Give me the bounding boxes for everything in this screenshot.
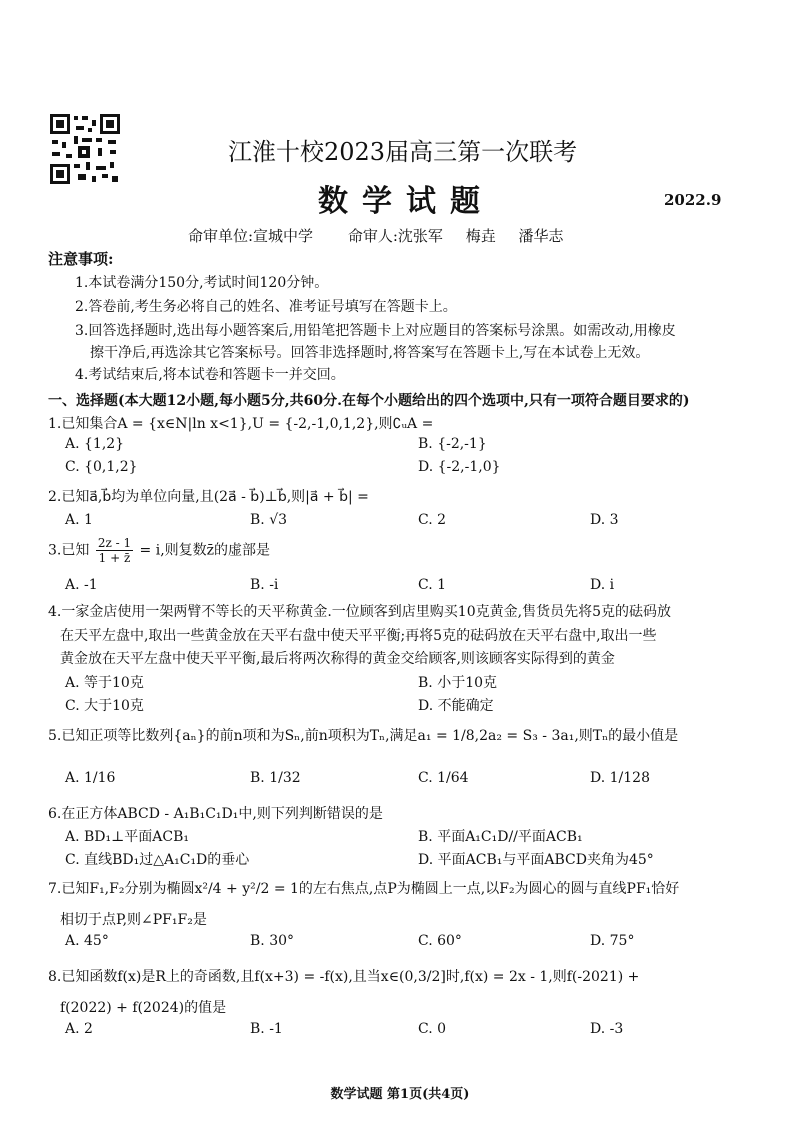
- question-7-line: 相切于点P,则∠PF₁F₂是: [60, 912, 207, 928]
- question-7-option-a: A. 45°: [65, 933, 109, 949]
- setter-unit: 命审单位:宣城中学: [188, 227, 314, 245]
- question-3-option-a: A. -1: [65, 577, 98, 593]
- question-3-stem: [48, 536, 270, 565]
- question-1-option-a: A. {1,2}: [65, 436, 125, 452]
- question-4-option-d: D. 不能确定: [418, 698, 494, 714]
- fraction-denominator: 1 + z̄: [98, 551, 131, 565]
- question-7-option-d: D. 75°: [590, 933, 635, 949]
- question-1-stem: 1.已知集合A = {x∈N|ln x<1},U = {-2,-1,0,1,2},则∁ᵤA =: [48, 416, 434, 432]
- page-footer: 数学试题 第1页(共4页): [330, 1087, 470, 1102]
- notice-heading: 注意事项:: [48, 250, 114, 268]
- question-4-line: 4.一家金店使用一架两臂不等长的天平称黄金.一位顾客到店里购买10克黄金,售货员先将5克的砝码放: [48, 604, 671, 620]
- question-2-option-a: A. 1: [65, 512, 93, 528]
- question-8-line: 8.已知函数f(x)是R上的奇函数,且f(x+3) = -f(x),且当x∈(0,3/2]时,f(x) = 2x - 1,则f(-2021) +: [48, 969, 640, 985]
- authors-line: [188, 225, 574, 246]
- subject-title: 数学试题: [318, 184, 494, 219]
- question-3-option-b: B. -i: [250, 577, 279, 593]
- notice-item: 擦干净后,再选涂其它答案标号。回答非选择题时,将答案写在答题卡上,写在本试卷上无效。: [90, 345, 650, 361]
- question-6-stem: 6.在正方体ABCD - A₁B₁C₁D₁中,则下列判断错误的是: [48, 806, 383, 822]
- question-8-option-c: C. 0: [418, 1021, 447, 1037]
- notice-item: 2.答卷前,考生务必将自己的姓名、准考证号填写在答题卡上。: [75, 299, 457, 315]
- exam-date: 2022.9: [664, 191, 722, 209]
- question-2-option-c: C. 2: [418, 512, 447, 528]
- question-6-option-d: D. 平面ACB₁与平面ABCD夹角为45°: [418, 852, 654, 868]
- question-8-line: f(2022) + f(2024)的值是: [60, 1000, 227, 1016]
- notice-item: 1.本试卷满分150分,考试时间120分钟。: [75, 275, 329, 291]
- question-4-option-c: C. 大于10克: [65, 698, 144, 714]
- question-1-option-d: D. {-2,-1,0}: [418, 459, 501, 475]
- question-3-suffix: = i,则复数z̄的虚部是: [139, 542, 271, 559]
- question-7-line: 7.已知F₁,F₂分别为椭圆x²/4 + y²/2 = 1的左右焦点,点P为椭圆上一点,以F₂为圆心的圆与直线PF₁恰好: [48, 881, 680, 897]
- question-2-option-b: B. √3: [250, 512, 288, 528]
- question-3-option-d: D. i: [590, 577, 615, 593]
- question-2-stem: 2.已知a⃗,b⃗均为单位向量,且(2a⃗ - b⃗)⊥b⃗,则|a⃗ + b⃗| =: [48, 489, 369, 505]
- section-title: 一、选择题(本大题12小题,每小题5分,共60分.在每个小题给出的四个选项中,只有一项符合题目要求的): [48, 393, 690, 409]
- fraction-numerator: 2z - 1: [97, 536, 132, 550]
- question-6-option-c: C. 直线BD₁过△A₁C₁D的垂心: [65, 852, 250, 868]
- question-7-option-b: B. 30°: [250, 933, 295, 949]
- question-7-option-c: C. 60°: [418, 933, 462, 949]
- question-5-option-c: C. 1/64: [418, 770, 469, 786]
- setter-person: 潘华志: [518, 227, 564, 245]
- question-4-line: 在天平左盘中,取出一些黄金放在天平右盘中使天平平衡;再将5克的砝码放在天平右盘中,取出一些: [60, 628, 657, 644]
- question-5-stem: 5.已知正项等比数列{aₙ}的前n项和为Sₙ,前n项积为Tₙ,满足a₁ = 1/8,2a₂ = S₃ - 3a₁,则Tₙ的最小值是: [48, 728, 679, 744]
- exam-title: 江淮十校2023届高三第一次联考: [228, 138, 578, 166]
- question-8-option-d: D. -3: [590, 1021, 624, 1037]
- question-4-line: 黄金放在天平左盘中使天平平衡,最后将两次称得的黄金交给顾客,则该顾客实际得到的黄金: [60, 651, 615, 667]
- question-4-option-a: A. 等于10克: [65, 675, 144, 691]
- question-2-option-d: D. 3: [590, 512, 619, 528]
- qr-code-icon: [48, 112, 122, 186]
- question-5-option-b: B. 1/32: [250, 770, 301, 786]
- question-8-option-a: A. 2: [65, 1021, 93, 1037]
- notice-item: 4.考试结束后,将本试卷和答题卡一并交回。: [75, 367, 345, 383]
- question-3-option-c: C. 1: [418, 577, 447, 593]
- question-3-fraction: [96, 536, 133, 565]
- setter-person: 梅垚: [465, 227, 496, 245]
- question-5-option-d: D. 1/128: [590, 770, 650, 786]
- question-1-option-c: C. {0,1,2}: [65, 459, 138, 475]
- question-5-option-a: A. 1/16: [65, 770, 116, 786]
- question-8-option-b: B. -1: [250, 1021, 283, 1037]
- question-1-option-b: B. {-2,-1}: [418, 436, 487, 452]
- setter-person: 命审人:沈张军: [347, 227, 443, 245]
- question-3-prefix: 3.已知: [48, 542, 90, 559]
- question-6-option-a: A. BD₁⊥平面ACB₁: [65, 829, 190, 845]
- question-6-option-b: B. 平面A₁C₁D//平面ACB₁: [418, 829, 583, 845]
- notice-item: 3.回答选择题时,选出每小题答案后,用铅笔把答题卡上对应题目的答案标号涂黑。如需改动,用橡皮: [75, 323, 676, 339]
- question-4-option-b: B. 小于10克: [418, 675, 498, 691]
